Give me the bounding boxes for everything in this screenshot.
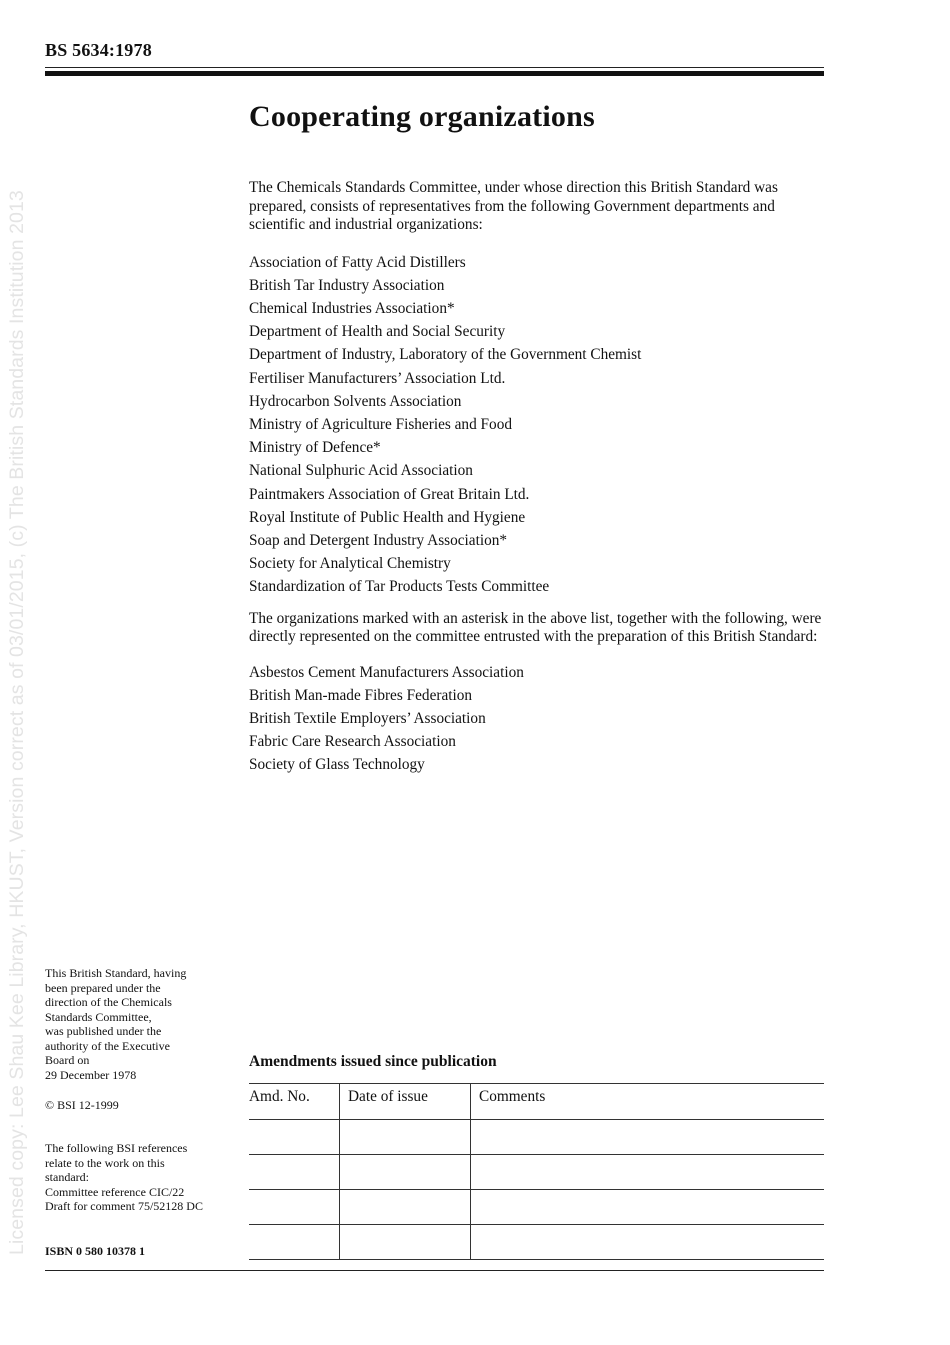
- comments-cell: [471, 1120, 825, 1155]
- document-code: BS 5634:1978: [45, 40, 152, 60]
- publication-note-line: Board on: [45, 1053, 90, 1067]
- organization-item: Royal Institute of Public Health and Hygiene: [249, 508, 526, 526]
- publication-note-line: Standards Committee,: [45, 1009, 152, 1024]
- date-of-issue-cell: [340, 1120, 471, 1155]
- organization-item: Department of Industry, Laboratory of the Government Chemist: [249, 346, 642, 364]
- organization-item: Standardization of Tar Products Tests Committee: [249, 578, 550, 596]
- organization-item: Department of Health and Social Security: [249, 323, 506, 341]
- copyright-notice: © BSI 12-1999: [45, 1098, 119, 1112]
- asterisk-note: The organizations marked with an asterisk in the above list, together with the following, were directly represented on the committee entrusted with the preparation of this British Standard:: [249, 609, 822, 646]
- additional-organization-item: British Man-made Fibres Federation: [249, 686, 473, 704]
- amendments-body: [249, 1120, 824, 1260]
- additional-organization-list: [249, 661, 834, 777]
- organization-item: Association of Fatty Acid Distillers: [249, 253, 466, 271]
- amendments-table: [249, 1083, 824, 1260]
- publication-note-line: This British Standard, having: [45, 966, 187, 980]
- organization-item: Soap and Detergent Industry Association*: [249, 531, 508, 549]
- amendment-row: [249, 1225, 824, 1260]
- comments-cell: [471, 1225, 825, 1260]
- isbn: ISBN 0 580 10378 1: [45, 1244, 146, 1258]
- page-title: Cooperating organizations: [249, 100, 595, 133]
- license-watermark: Licensed copy: Lee Shau Kee Library, HKUST, Version correct as of 03/01/2015, (c) The British Standards Institution 2013: [6, 190, 28, 1255]
- bsi-reference-line: Draft for comment 75/52128 DC: [45, 1199, 203, 1213]
- amendment-row: [249, 1155, 824, 1190]
- publication-note-line: was published under the: [45, 1024, 162, 1038]
- date-of-issue-cell: [340, 1190, 471, 1225]
- amd-no-cell: [249, 1190, 340, 1225]
- organization-list: [249, 251, 834, 599]
- publication-note-line: authority of the Executive: [45, 1038, 170, 1053]
- organization-item: National Sulphuric Acid Association: [249, 462, 473, 480]
- column-header-amd-no: Amd. No.: [249, 1084, 340, 1120]
- organization-item: Hydrocarbon Solvents Association: [249, 392, 462, 410]
- bsi-references: [45, 1141, 235, 1214]
- comments-cell: [471, 1155, 825, 1190]
- organization-item: Chemical Industries Association*: [249, 299, 455, 317]
- additional-organization-item: British Textile Employers’ Association: [249, 709, 486, 727]
- date-of-issue-cell: [340, 1155, 471, 1190]
- publication-note: [45, 966, 235, 1082]
- organization-item: Fertiliser Manufacturers’ Association Ltd.: [249, 369, 506, 387]
- publication-note-line: 29 December 1978: [45, 1067, 137, 1082]
- organization-item: Paintmakers Association of Great Britain Ltd.: [249, 485, 530, 503]
- main-content: [249, 179, 834, 777]
- additional-organization-item: Asbestos Cement Manufacturers Association: [249, 663, 524, 681]
- amendment-row: [249, 1190, 824, 1225]
- header-rule-thin: [45, 67, 824, 68]
- bsi-reference-line: Committee reference CIC/22: [45, 1184, 185, 1199]
- additional-organization-item: Fabric Care Research Association: [249, 733, 456, 751]
- organization-item: Ministry of Agriculture Fisheries and Food: [249, 415, 512, 433]
- column-header-date-of-issue: Date of issue: [340, 1084, 471, 1120]
- amd-no-cell: [249, 1120, 340, 1155]
- organization-item: British Tar Industry Association: [249, 276, 445, 294]
- additional-organization-item: Society of Glass Technology: [249, 756, 425, 774]
- bsi-reference-line: standard:: [45, 1170, 89, 1184]
- footer-rule: [45, 1270, 824, 1271]
- comments-cell: [471, 1190, 825, 1225]
- bsi-reference-line: relate to the work on this: [45, 1155, 165, 1170]
- publication-note-line: direction of the Chemicals: [45, 995, 172, 1009]
- column-header-comments: Comments: [471, 1084, 825, 1120]
- organization-item: Society for Analytical Chemistry: [249, 555, 451, 573]
- bsi-reference-line: The following BSI references: [45, 1141, 188, 1155]
- committee-intro: The Chemicals Standards Committee, under whose direction this British Standard was prepared, consists of representatives from the following Government departments and scientific and industrial organizations:: [249, 179, 778, 233]
- amendments-header-row: [249, 1084, 824, 1120]
- date-of-issue-cell: [340, 1225, 471, 1260]
- amendments-heading: Amendments issued since publication: [249, 1053, 497, 1070]
- header-rule-thick: [45, 71, 824, 76]
- organization-item: Ministry of Defence*: [249, 439, 381, 457]
- amd-no-cell: [249, 1225, 340, 1260]
- amd-no-cell: [249, 1155, 340, 1190]
- publication-note-line: been prepared under the: [45, 980, 161, 995]
- amendment-row: [249, 1120, 824, 1155]
